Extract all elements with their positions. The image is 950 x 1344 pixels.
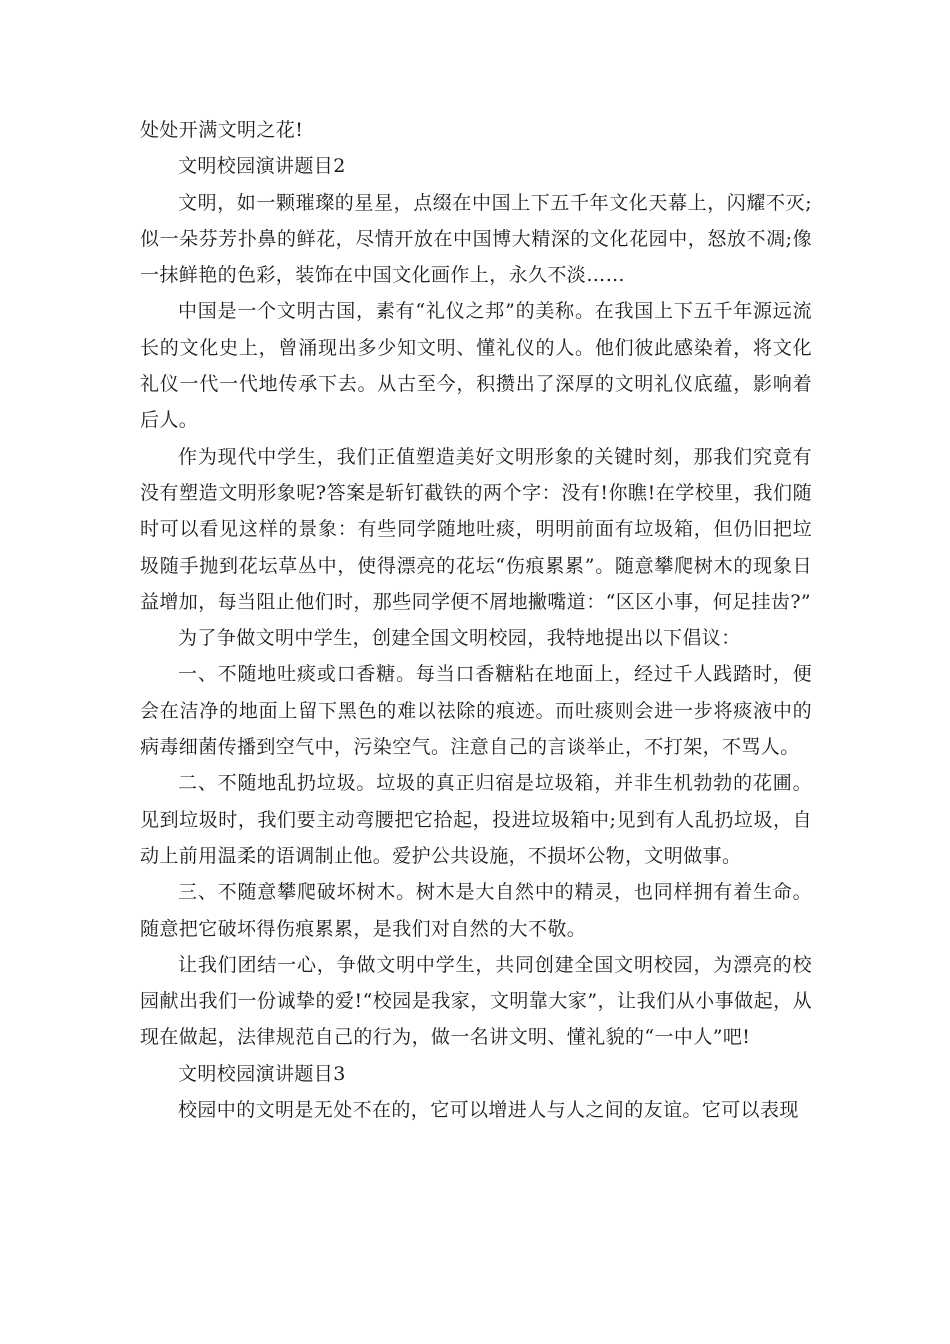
paragraph: 二、不随地乱扔垃圾。垃圾的真正归宿是垃圾箱，并非生机勃勃的花圃。见到垃圾时，我们要主动弯腰把它拾起，投进垃圾箱中;见到有人乱扔垃圾，自动上前用温柔的语调制止他。爱护公共设施，不损坏公物，文明做事。: [140, 772, 812, 867]
paragraph: 中国是一个文明古国，素有“礼仪之邦”的美称。在我国上下五千年源远流长的文化史上，曾涌现出多少知文明、懂礼仪的人。他们彼此感染着，将文化礼仪一代一代地传承下去。从古至今，积攒出了深厚的文明礼仪底蕴，影响着后人。: [140, 300, 812, 432]
section-heading: 文明校园演讲题目3: [178, 1062, 346, 1085]
paragraph: 让我们团结一心，争做文明中学生，共同创建全国文明校园，为漂亮的校园献出我们一份诚挚的爱!“校园是我家，文明靠大家”，让我们从小事做起，从现在做起，法律规范自己的行为，做一名讲文明、懂礼貌的“一中人”吧!: [140, 953, 812, 1049]
paragraph: 校园中的文明是无处不在的，它可以增进人与人之间的友谊。它可以表现: [178, 1099, 799, 1122]
paragraph: 一、不随地吐痰或口香糖。每当口香糖粘在地面上，经过千人践踏时，便会在洁净的地面上留下黑色的难以祛除的痕迹。而吐痰则会进一步将痰液中的病毒细菌传播到空气中，污染空气。注意自己的言谈举止，不打架，不骂人。: [140, 663, 812, 759]
paragraph: 为了争做文明中学生，创建全国文明校园，我特地提出以下倡议：: [178, 627, 741, 650]
document-body: [140, 112, 812, 1128]
paragraph: 三、不随意攀爬破坏树木。树木是大自然中的精灵，也同样拥有着生命。随意把它破坏得伤痕累累，是我们对自然的大不敬。: [140, 881, 812, 940]
paragraph: 文明，如一颗璀璨的星星，点缀在中国上下五千年文化天幕上，闪耀不灭;似一朵芬芳扑鼻的鲜花，尽情开放在中国博大精深的文化花园中，怒放不凋;像一抹鲜艳的色彩，装饰在中国文化画作上，永久不淡……: [140, 191, 812, 287]
paragraph: 作为现代中学生，我们正值塑造美好文明形象的关键时刻，那我们究竟有没有塑造文明形象呢?答案是斩钉截铁的两个字：没有!你瞧!在学校里，我们随时可以看见这样的景象：有些同学随地吐痰，明明前面有垃圾箱，但仍旧把垃圾随手抛到花坛草丛中，使得漂亮的花坛“伤痕累累”。随意攀爬树木的现象日益增加，每当阻止他们时，那些同学便不屑地撇嘴道：“区区小事，何足挂齿?”: [140, 445, 812, 613]
paragraph: 处处开满文明之花!: [140, 119, 304, 141]
section-heading: 文明校园演讲题目2: [178, 155, 346, 178]
